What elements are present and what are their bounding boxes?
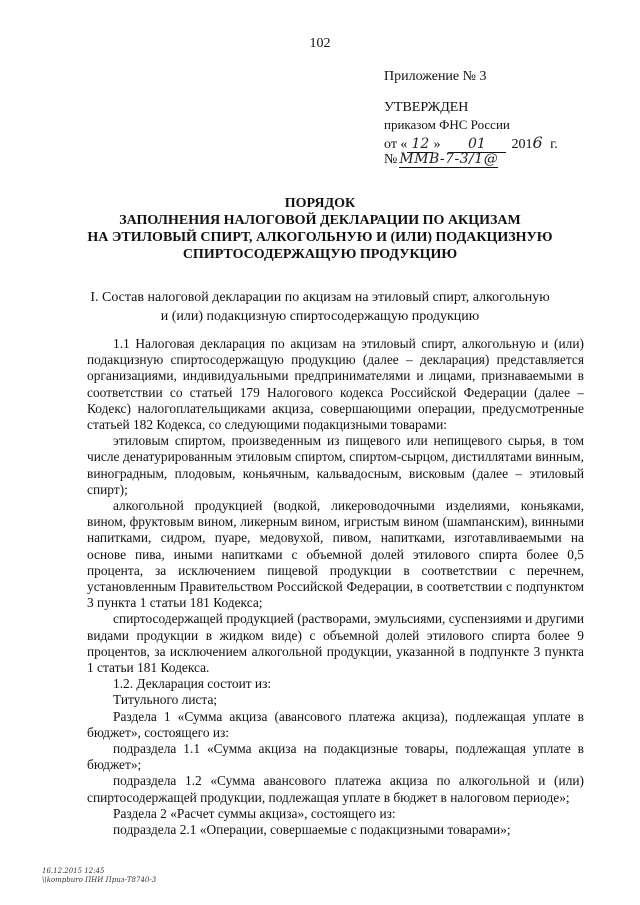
date-suffix: г. xyxy=(550,137,558,152)
date-mid: » xyxy=(433,137,441,152)
footer-timestamp: 16.12.2015 12:45 xyxy=(42,867,105,875)
number-prefix: № xyxy=(384,152,398,167)
approved-label: УТВЕРЖДЕН xyxy=(384,100,469,115)
date-year-handwritten: 6 xyxy=(532,133,543,152)
date-year-printed: 201 xyxy=(511,137,533,152)
paragraph: 1.1 Налоговая декларация по акцизам на этиловый спирт, алкогольную и (или) подакцизную спиртосодержащую продукцию (далее – декларация) представляется организациями, индивидуальными предпринимателями и лицами, признаваемыми в соответствии со статьей 179 Налогового кодекса Российской Федерации (далее – Кодекс) налогоплательщиками акциза, совершающими операции, предусмотренные статьей 182 Кодекса, со следующими подакцизными товарами: xyxy=(87,336,584,433)
paragraph: подраздела 1.1 «Сумма акциза на подакцизные товары, подлежащая уплате в бюджет»; xyxy=(87,741,584,773)
paragraph: Раздела 2 «Расчет суммы акциза», состоящего из: xyxy=(113,805,396,821)
section-line-2: и (или) подакцизную спиртосодержащую продукцию xyxy=(160,309,480,324)
footer-path: \\kompburo ПНИ Приз-Т8740-3 xyxy=(42,876,157,884)
paragraph: Титульного листа; xyxy=(113,692,218,708)
number-handwritten: ММВ-7-3/1@ xyxy=(399,151,499,167)
date-day-handwritten: 12 xyxy=(407,137,433,153)
approval-number xyxy=(384,151,498,168)
paragraph: подраздела 2.1 «Операции, совершаемые с подакцизными товарами»; xyxy=(113,822,511,838)
date-prefix: от « xyxy=(384,137,408,152)
title-line-4: СПИРТОСОДЕРЖАЩУЮ ПРОДУКЦИЮ xyxy=(182,247,458,262)
document-body xyxy=(87,336,584,838)
section-heading xyxy=(0,288,640,326)
paragraph: подраздела 1.2 «Сумма авансового платежа акциза по алкогольной и (или) спиртосодержащей продукции, подлежащая уплате в бюджет в налоговом периоде»; xyxy=(87,773,584,805)
document-title xyxy=(0,195,640,263)
paragraph: Раздела 1 «Сумма акциза (авансового платежа акциза), подлежащая уплате в бюджет», состоящего из: xyxy=(87,708,584,740)
title-line-3: НА ЭТИЛОВЫЙ СПИРТ, АЛКОГОЛЬНУЮ И (ИЛИ) ПОДАКЦИЗНУЮ xyxy=(87,230,553,245)
section-line-1: I. Состав налоговой декларации по акцизам на этиловый спирт, алкогольную xyxy=(90,290,550,305)
paragraph: 1.2. Декларация состоит из: xyxy=(113,676,272,692)
title-line-2: ЗАПОЛНЕНИЯ НАЛОГОВОЙ ДЕКЛАРАЦИИ ПО АКЦИЗАМ xyxy=(119,213,521,228)
paragraph: алкогольной продукцией (водкой, ликероводочными изделиями, коньяками, вином, фруктовым вином, ликерным вином, игристым вином (шампанским), винными напитками, сидром, пуаре, медовухой, пивом, напитками, изготавливаемыми на основе пива, иными напитками с объемной долей этилового спирта более 0,5 процента, за исключением пищевой продукции в соответствии с перечнем, установленным Правительством Российской Федерации, в соответствии с подпунктом 3 пункта 1 статьи 181 Кодекса; xyxy=(87,498,584,611)
paragraph: спиртосодержащей продукцией (растворами, эмульсиями, суспензиями и другими видами продукции в жидком виде) с объемной долей этилового спирта более 9 процентов, за исключением алкогольной продукции, указанной в подпункте 3 пункта 1 статьи 181 Кодекса. xyxy=(87,611,584,676)
order-label: приказом ФНС России xyxy=(384,117,510,132)
date-month-handwritten: 01 xyxy=(448,137,506,153)
appendix-label: Приложение № 3 xyxy=(384,69,487,84)
paragraph: этиловым спиртом, произведенным из пищевого или непищевого сырья, в том числе денатурированным этиловым спиртом, спиртом-сырцом, дистиллятами винным, виноградным, плодовым, коньячным, кальвадосным, висковым (далее – этиловый спирт); xyxy=(87,433,584,497)
title-line-1: ПОРЯДОК xyxy=(284,196,356,211)
page-number: 102 xyxy=(309,36,331,51)
